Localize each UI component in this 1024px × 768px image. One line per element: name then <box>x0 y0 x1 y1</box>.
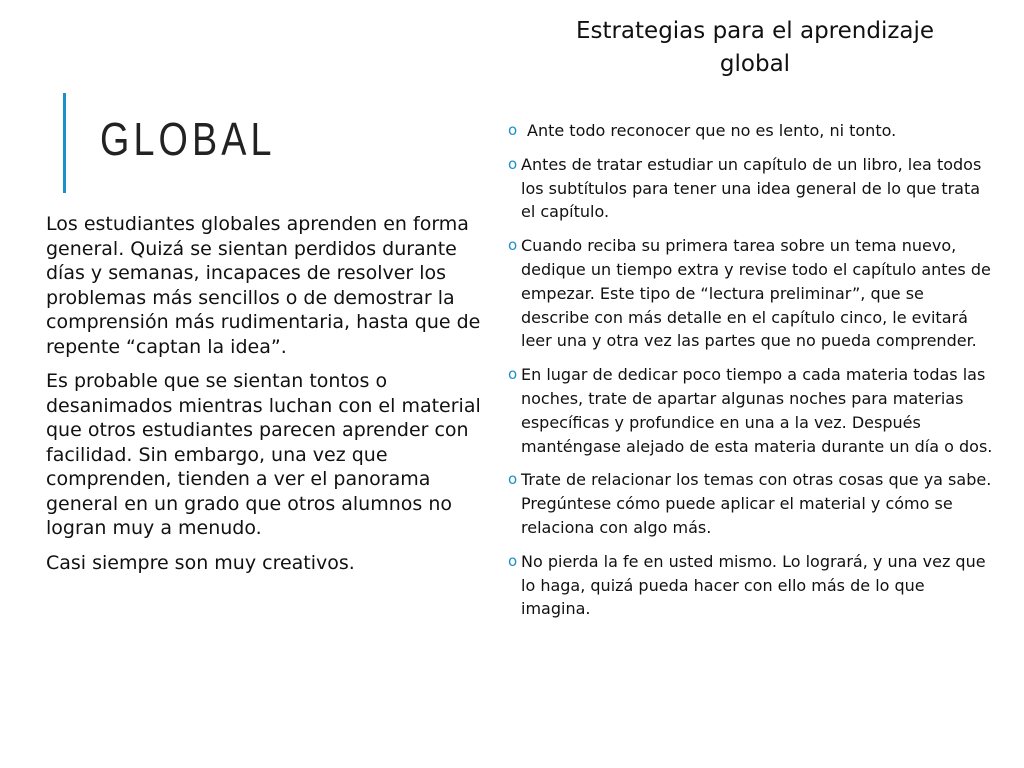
list-item <box>508 119 996 143</box>
title-accent-bar <box>63 93 66 193</box>
circle-bullet-icon: o <box>508 551 518 570</box>
left-paragraph: Es probable que se sientan tontos o desanimados mientras luchan con el material que otros estudiantes parecen aprender con facilidad. Sin embargo, una vez que comprenden, tienden a ver el panorama general en un grado que otros alumnos no logran muy a menudo. <box>46 370 481 539</box>
strategy-text: Trate de relacionar los temas con otras cosas que ya sabe. Pregúntese cómo puede aplicar el material y cómo se relaciona con algo más. <box>521 470 992 537</box>
list-item <box>508 234 996 353</box>
list-item <box>508 153 996 224</box>
strategy-text: No pierda la fe en usted mismo. Lo logrará, y una vez que lo haga, quizá pueda hacer con ello más de lo que imagina. <box>521 551 986 619</box>
left-paragraph: Los estudiantes globales aprenden en forma general. Quizá se sientan perdidos durante días y semanas, incapaces de resolver los problemas más sencillos o de demostrar la comprensión más rudimentaria, hasta que de repente “captan la idea”. <box>46 213 481 358</box>
left-column <box>46 212 486 585</box>
strategies-title: Estrategias para el aprendizaje global <box>575 18 935 77</box>
list-item <box>508 468 996 539</box>
strategies-list <box>508 119 996 631</box>
circle-bullet-icon: o <box>508 154 518 173</box>
circle-bullet-icon: o <box>508 236 518 255</box>
left-paragraph: Casi siempre son muy creativos. <box>46 551 355 574</box>
slide-title: GLOBAL <box>100 113 276 165</box>
list-item <box>508 550 996 621</box>
circle-bullet-icon: o <box>508 470 518 489</box>
strategy-text: Cuando reciba su primera tarea sobre un tema nuevo, dedique un tiempo extra y revise todo el capítulo antes de empezar. Este tipo de “lectura preliminar”, que se describe con más detalle en el capítulo cinco, le evitará leer una y otra vez las partes que no pueda comprender. <box>521 236 991 351</box>
circle-bullet-icon: o <box>508 365 518 384</box>
strategy-text: Ante todo reconocer que no es lento, ni tonto. <box>527 121 897 140</box>
strategy-text: En lugar de dedicar poco tiempo a cada materia todas las noches, trate de apartar algunas noches para materias específicas y profundice en una a la vez. Después manténgase alejado de esta materia durante un día o dos. <box>521 365 993 456</box>
strategy-text: Antes de tratar estudiar un capítulo de un libro, lea todos los subtítulos para tener una idea general de lo que trata el capítulo. <box>521 154 982 222</box>
circle-bullet-icon: o <box>508 121 518 139</box>
list-item <box>508 363 996 458</box>
